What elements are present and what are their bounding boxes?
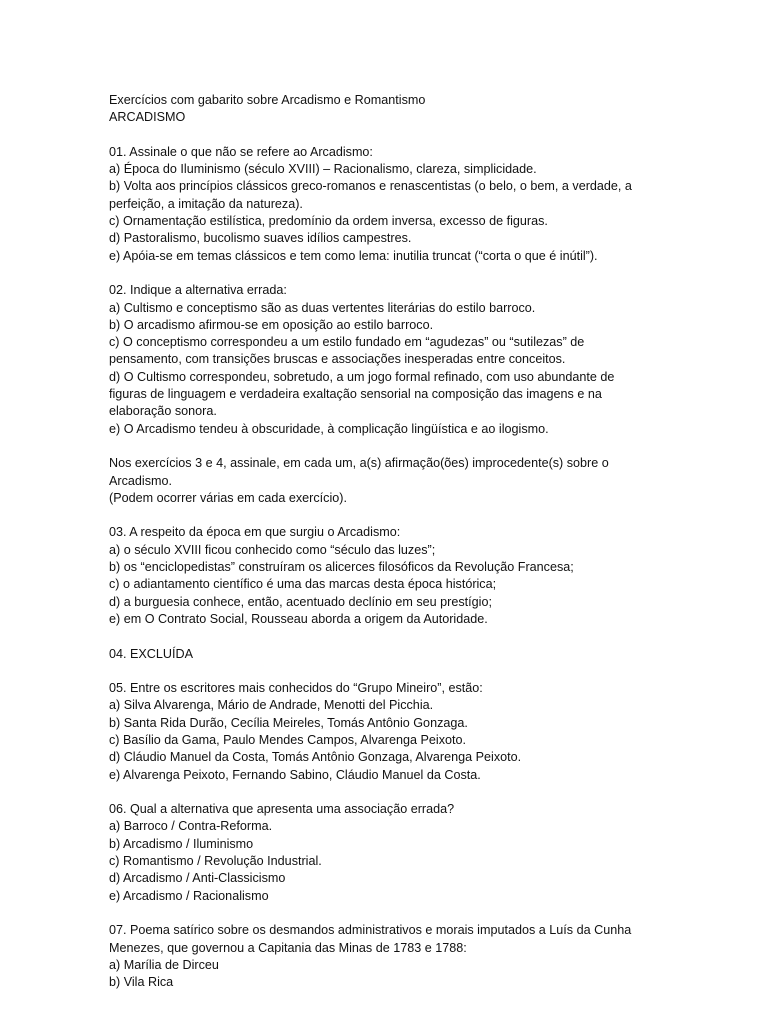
option-b: b) Santa Rida Durão, Cecília Meireles, Tomás Antônio Gonzaga. (109, 715, 468, 730)
option-d: d) Pastoralismo, bucolismo suaves idílios campestres. (109, 231, 412, 246)
document-body (109, 92, 654, 1009)
option-c: c) Basílio da Gama, Paulo Mendes Campos, Alvarenga Peixoto. (109, 732, 467, 747)
question-stem: 07. Poema satírico sobre os desmandos administrativos e morais imputados a Luís da Cunha Menezes, que governou a Capitania das Minas de 1783 e 1788: (109, 923, 632, 955)
instructions-block (109, 455, 654, 507)
option-b: b) Arcadismo / Iluminismo (109, 836, 254, 851)
option-a: a) Época do Iluminismo (século XVIII) – Racionalismo, clareza, simplicidade. (109, 162, 537, 177)
question-stem: 03. A respeito da época em que surgiu o Arcadismo: (109, 525, 401, 540)
option-a: a) Marília de Dirceu (109, 957, 219, 972)
option-c: c) O conceptismo correspondeu a um estilo fundado em “agudezas” ou “sutilezas” de pensamento, com transições bruscas e associações inesperadas entre conceitos. (109, 335, 585, 367)
option-d: d) O Cultismo correspondeu, sobretudo, a um jogo formal refinado, com uso abundante de figuras de linguagem e verdadeira exaltação sensorial na composição das imagens e na elaboração sonora. (109, 369, 615, 419)
question-03 (109, 524, 654, 628)
option-c: c) Romantismo / Revolução Industrial. (109, 854, 322, 869)
option-a: a) Cultismo e conceptismo são as duas vertentes literárias do estilo barroco. (109, 300, 536, 315)
question-01 (109, 144, 654, 265)
instructions-note: (Podem ocorrer várias em cada exercício). (109, 490, 347, 505)
option-b: b) Volta aos princípios clássicos greco-romanos e renascentistas (o belo, o bem, a verdade, a perfeição, a imitação da natureza). (109, 179, 632, 211)
question-stem: 05. Entre os escritores mais conhecidos do “Grupo Mineiro”, estão: (109, 681, 483, 696)
option-a: a) o século XVIII ficou conhecido como “século das luzes”; (109, 542, 436, 557)
option-e: e) em O Contrato Social, Rousseau aborda a origem da Autoridade. (109, 611, 488, 626)
section-heading: ARCADISMO (109, 110, 186, 125)
option-c: c) o adiantamento científico é uma das marcas desta época histórica; (109, 577, 497, 592)
option-d: d) Arcadismo / Anti-Classicismo (109, 871, 286, 886)
option-a: a) Barroco / Contra-Reforma. (109, 819, 273, 834)
question-stem: 02. Indique a alternativa errada: (109, 283, 287, 298)
option-b: b) Vila Rica (109, 975, 174, 990)
question-stem: 06. Qual a alternativa que apresenta uma associação errada? (109, 802, 455, 817)
question-02 (109, 282, 654, 438)
document-title: Exercícios com gabarito sobre Arcadismo e Romantismo (109, 93, 426, 107)
question-07 (109, 922, 654, 991)
option-d: d) a burguesia conhece, então, acentuado declínio em seu prestígio; (109, 594, 492, 609)
option-e: e) Arcadismo / Racionalismo (109, 888, 269, 903)
option-a: a) Silva Alvarenga, Mário de Andrade, Menotti del Picchia. (109, 698, 434, 713)
question-06 (109, 801, 654, 905)
option-b: b) O arcadismo afirmou-se em oposição ao estilo barroco. (109, 317, 434, 332)
option-e: e) O Arcadismo tendeu à obscuridade, à complicação lingüística e ao ilogismo. (109, 421, 549, 436)
instructions-text: Nos exercícios 3 e 4, assinale, em cada um, a(s) afirmação(ões) improcedente(s) sobre o Arcadismo. (109, 456, 609, 488)
question-04 (109, 646, 654, 663)
option-d: d) Cláudio Manuel da Costa, Tomás Antônio Gonzaga, Alvarenga Peixoto. (109, 750, 522, 765)
document-header (109, 92, 654, 127)
question-stem: 01. Assinale o que não se refere ao Arcadismo: (109, 144, 373, 159)
option-c: c) Ornamentação estilística, predomínio da ordem inversa, excesso de figuras. (109, 214, 548, 229)
question-05 (109, 680, 654, 784)
option-b: b) os “enciclopedistas” construíram os alicerces filosóficos da Revolução Francesa; (109, 560, 574, 575)
option-e: e) Alvarenga Peixoto, Fernando Sabino, Cláudio Manuel da Costa. (109, 767, 481, 782)
option-e: e) Apóia-se em temas clássicos e tem como lema: inutilia truncat (“corta o que é inútil”). (109, 248, 598, 263)
question-stem: 04. EXCLUÍDA (109, 646, 193, 661)
